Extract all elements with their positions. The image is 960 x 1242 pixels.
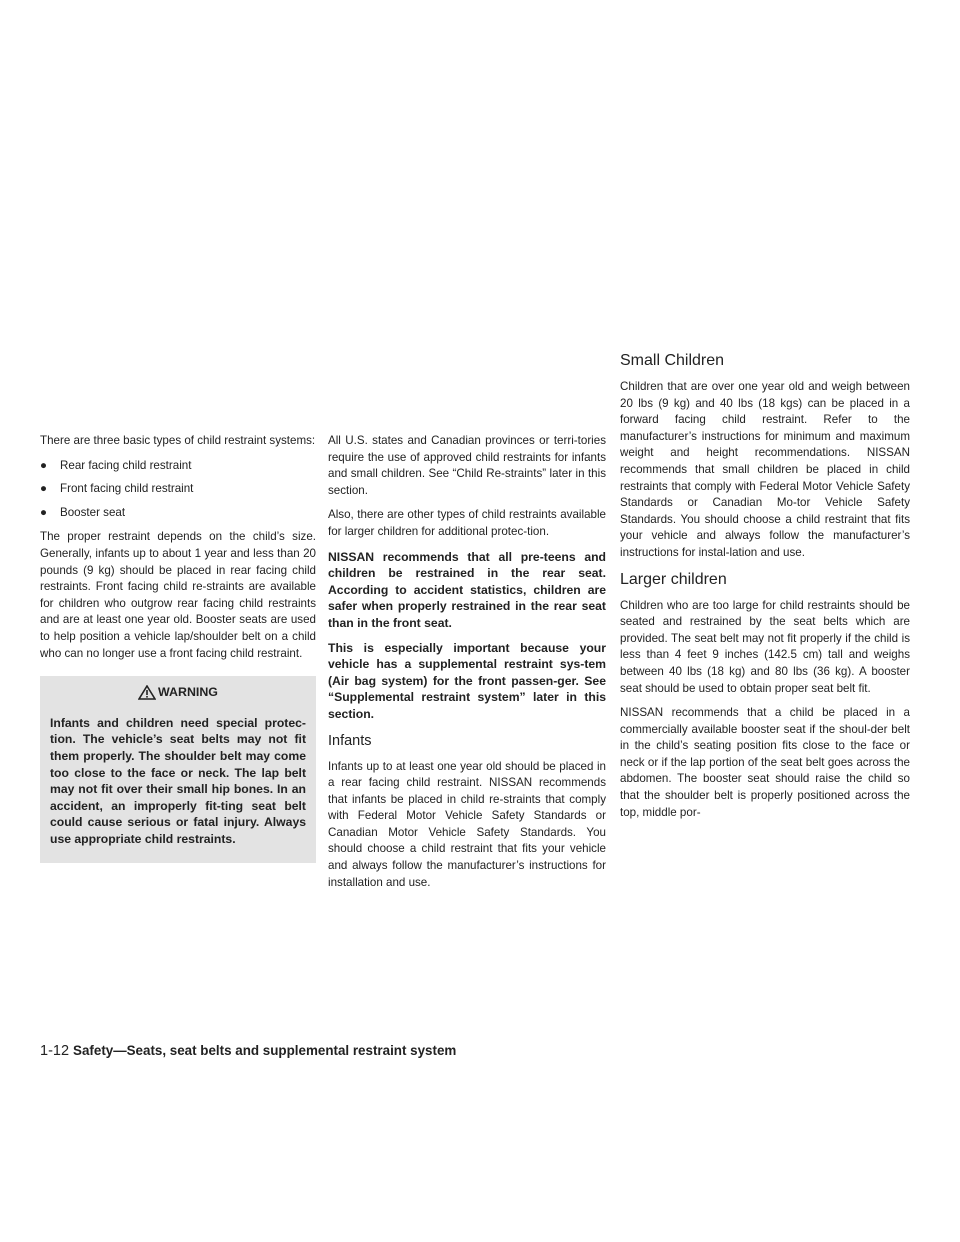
bullet-icon: ● bbox=[40, 505, 48, 519]
warning-heading: WARNING bbox=[50, 684, 306, 701]
larger-children-heading: Larger children bbox=[620, 570, 727, 588]
list-item: ● Rear facing child restraint bbox=[40, 458, 316, 475]
list-item: ● Booster seat bbox=[40, 505, 316, 522]
warning-triangle-icon bbox=[138, 685, 156, 700]
rear-seat-recommendation: NISSAN recommends that all pre-teens and children be restrained in the rear seat. According to accident statistics, children are safer when properly restrained in the rear seat than in the front seat. bbox=[328, 549, 606, 630]
column-left bbox=[40, 433, 316, 863]
section-title: Safety—Seats, seat belts and supplemental restraint system bbox=[73, 1043, 457, 1058]
intro-paragraph: There are three basic types of child restraint systems: bbox=[40, 434, 316, 447]
restraint-types-list bbox=[40, 458, 316, 522]
warning-text: Infants and children need special protec-tion. The vehicle’s seat belts may not fit them properly. The shoulder belt may come too close to the face or neck. The lap belt may not fit over their small hip bones. In an accident, an improperly fit-ting seat belt could cause serious or fatal injury. Always use appropriate child restraints. bbox=[50, 715, 306, 846]
larger-children-paragraph-2: NISSAN recommends that a child be placed in a commercially available booster seat if the shoul-der belt in the child’s seating position fits close to the face or neck or if the lap portion of the seat belt goes across the abdomen. The booster seat should raise the child so that the shoulder belt is properly positioned across the top, middle por- bbox=[620, 706, 910, 819]
infants-paragraph: Infants up to at least one year old should be placed in a rear facing child restraint. NISSAN recommends that infants be placed in child re-straints that comply with Federal Motor Vehicle Safety Standards or Canadian Motor Vehicle Safety Standards. You should choose a child restraint that fits your vehicle and always follow the manufacturer’s instructions for installation and use. bbox=[328, 759, 606, 889]
column-right bbox=[620, 351, 910, 829]
infants-heading: Infants bbox=[328, 732, 372, 749]
page-number: 1-12 bbox=[40, 1043, 70, 1059]
legal-requirement-paragraph: All U.S. states and Canadian provinces or terri-tories require the use of approved child restraints for infants and small children. See “Child Re-straints” later in this section. bbox=[328, 434, 606, 497]
larger-children-paragraph-1: Children who are too large for child restraints should be seated and restrained by the seat belts which are provided. The seat belt may not fit properly if the child is less than 4 feet 9 inches (142.5 cm) tall and weighs between 40 lbs (18 kg) and 80 lbs (36 kg). A booster seat should be used to obtain proper seat belt fit. bbox=[620, 598, 910, 695]
restraint-size-paragraph: The proper restraint depends on the child’s size. Generally, infants up to about 1 year and less than 20 pounds (9 kg) should be placed in rear facing child restraints. Front facing child re-straints are available for children who outgrow rear facing child restraints and are at least one year old. Booster seats are used to help position a vehicle lap/shoulder belt on a child who can no longer use a front facing child restraint. bbox=[40, 530, 316, 660]
bullet-icon: ● bbox=[40, 458, 48, 472]
other-restraints-paragraph: Also, there are other types of child restraints available for larger children for additional protec-tion. bbox=[328, 508, 606, 538]
airbag-note: This is especially important because your vehicle has a supplemental restraint sys-tem (Air bag system) for the front passen-ger. See “Supplemental restraint system” later in this section. bbox=[328, 640, 606, 721]
column-middle bbox=[328, 433, 606, 899]
list-item: ● Front facing child restraint bbox=[40, 481, 316, 498]
warning-box bbox=[40, 676, 316, 863]
small-children-paragraph: Children that are over one year old and weigh between 20 lbs (9 kg) and 40 lbs (18 kgs) can be placed in a forward facing child restraint. Refer to the manufacturer’s instructions for minimum and maximum weight and height recommendations. NISSAN recommends that small children be placed in child restraints that comply with Federal Motor Vehicle Safety Standards or Canadian Mo-tor Vehicle Safety Standards. You should choose a child restraint that fits your vehicle and always follow the manufacturer’s instructions for instal-lation and use. bbox=[620, 380, 910, 559]
bullet-icon: ● bbox=[40, 482, 48, 496]
small-children-heading: Small Children bbox=[620, 352, 725, 369]
page-footer bbox=[40, 1043, 456, 1059]
